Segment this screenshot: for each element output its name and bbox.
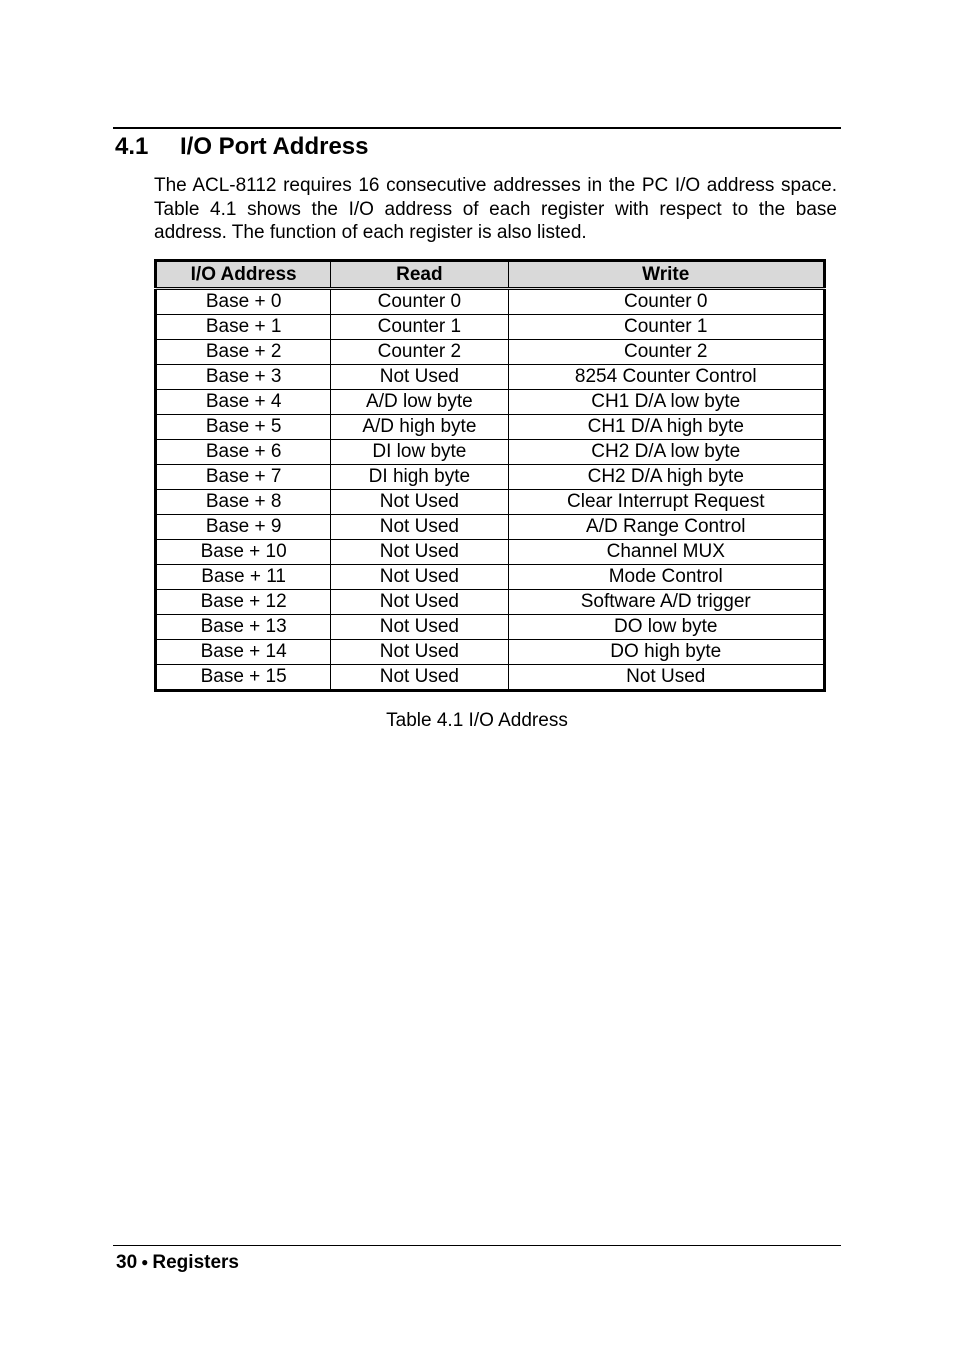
cell-write: Mode Control: [508, 565, 825, 590]
cell-read: Counter 2: [331, 340, 508, 365]
cell-io-address: Base + 11: [156, 565, 331, 590]
cell-write: CH1 D/A low byte: [508, 390, 825, 415]
cell-read: Not Used: [331, 665, 508, 691]
cell-read: Not Used: [331, 565, 508, 590]
cell-write: Counter 1: [508, 315, 825, 340]
cell-read: Counter 0: [331, 289, 508, 315]
table-row: [156, 590, 825, 615]
cell-read: DI high byte: [331, 465, 508, 490]
cell-write: Software A/D trigger: [508, 590, 825, 615]
cell-write: 8254 Counter Control: [508, 365, 825, 390]
table-row: [156, 315, 825, 340]
table-header-row: [156, 261, 825, 289]
section-heading: [115, 132, 368, 162]
table-row: [156, 390, 825, 415]
cell-read: Not Used: [331, 540, 508, 565]
column-header-io-address: I/O Address: [156, 261, 331, 289]
cell-read: Not Used: [331, 490, 508, 515]
cell-io-address: Base + 0: [156, 289, 331, 315]
cell-io-address: Base + 2: [156, 340, 331, 365]
io-address-table: [154, 259, 826, 692]
table-body: [156, 289, 825, 691]
cell-read: Not Used: [331, 590, 508, 615]
chapter-name: Registers: [152, 1252, 239, 1273]
table-row: [156, 540, 825, 565]
section-title: I/O Port Address: [180, 133, 369, 160]
cell-io-address: Base + 10: [156, 540, 331, 565]
table-row: [156, 465, 825, 490]
cell-io-address: Base + 14: [156, 640, 331, 665]
cell-write: A/D Range Control: [508, 515, 825, 540]
cell-write: CH1 D/A high byte: [508, 415, 825, 440]
table-row: [156, 340, 825, 365]
cell-write: Clear Interrupt Request: [508, 490, 825, 515]
table-row: [156, 640, 825, 665]
cell-read: Counter 1: [331, 315, 508, 340]
cell-io-address: Base + 15: [156, 665, 331, 691]
page-footer: [116, 1250, 239, 1275]
table-row: [156, 490, 825, 515]
cell-read: A/D high byte: [331, 415, 508, 440]
cell-io-address: Base + 4: [156, 390, 331, 415]
cell-write: DO high byte: [508, 640, 825, 665]
cell-read: A/D low byte: [331, 390, 508, 415]
header-rule: [113, 127, 841, 129]
io-address-table-container: [154, 259, 826, 692]
cell-io-address: Base + 6: [156, 440, 331, 465]
cell-write: Counter 0: [508, 289, 825, 315]
table-caption: Table 4.1 I/O Address: [386, 710, 568, 731]
cell-write: Not Used: [508, 665, 825, 691]
intro-paragraph: The ACL-8112 requires 16 consecutive addresses in the PC I/O address space. Table 4.1 shows the I/O address of each register with respect to the base address. The function of each register is also listed.: [154, 175, 837, 243]
section-number: 4.1: [115, 133, 149, 160]
table-row: [156, 289, 825, 315]
cell-io-address: Base + 9: [156, 515, 331, 540]
footer-rule: [113, 1245, 841, 1246]
cell-read: DI low byte: [331, 440, 508, 465]
cell-io-address: Base + 7: [156, 465, 331, 490]
cell-io-address: Base + 12: [156, 590, 331, 615]
cell-io-address: Base + 5: [156, 415, 331, 440]
cell-io-address: Base + 1: [156, 315, 331, 340]
cell-io-address: Base + 13: [156, 615, 331, 640]
cell-read: Not Used: [331, 640, 508, 665]
cell-io-address: Base + 3: [156, 365, 331, 390]
cell-write: CH2 D/A low byte: [508, 440, 825, 465]
cell-read: Not Used: [331, 615, 508, 640]
column-header-write: Write: [508, 261, 825, 289]
cell-write: CH2 D/A high byte: [508, 465, 825, 490]
cell-write: DO low byte: [508, 615, 825, 640]
table-row: [156, 415, 825, 440]
cell-read: Not Used: [331, 365, 508, 390]
table-row: [156, 515, 825, 540]
cell-write: Channel MUX: [508, 540, 825, 565]
table-row: [156, 365, 825, 390]
cell-read: Not Used: [331, 515, 508, 540]
bullet-icon: ●: [141, 1255, 149, 1269]
table-row: [156, 440, 825, 465]
column-header-read: Read: [331, 261, 508, 289]
cell-write: Counter 2: [508, 340, 825, 365]
page-number: 30: [116, 1252, 138, 1273]
table-row: [156, 615, 825, 640]
table-row: [156, 665, 825, 691]
cell-io-address: Base + 8: [156, 490, 331, 515]
table-row: [156, 565, 825, 590]
